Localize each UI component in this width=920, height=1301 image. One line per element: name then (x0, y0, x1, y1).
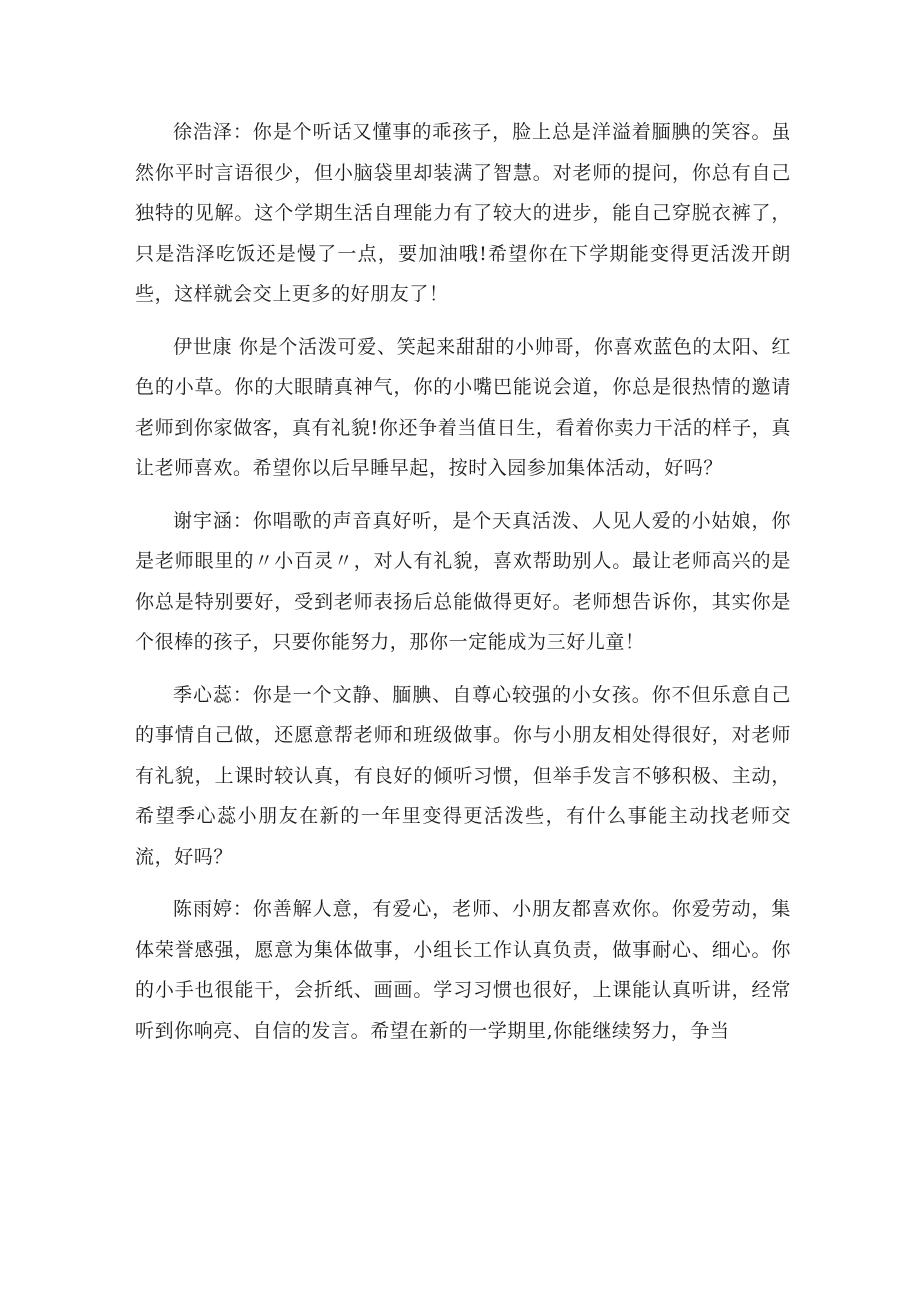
document-body (135, 112, 791, 1063)
comment-paragraph-xie-yuhan: 谢宇涵：你唱歌的声音真好听，是个天真活泼、人见人爱的小姑娘，你是老师眼里的〃小百灵〃，对人有礼貌，喜欢帮助别人。最让老师高兴的是你总是特别要好，受到老师表扬后总能做得更好。老师想告诉你，其实你是个很棒的孩子，只要你能努力，那你一定能成为三好儿童！ (135, 509, 791, 653)
comment-paragraph-xu-haoze: 徐浩泽：你是个听话又懂事的乖孩子，脸上总是洋溢着腼腆的笑容。虽然你平时言语很少，但小脑袋里却装满了智慧。对老师的提问，你总有自己独特的见解。这个学期生活自理能力有了较大的进步，能自己穿脱衣裤了，只是浩泽吃饭还是慢了一点，要加油哦!希望你在下学期能变得更活泼开朗些，这样就会交上更多的好朋友了！ (135, 121, 791, 305)
comment-paragraph-chen-yuting: 陈雨婷：你善解人意，有爱心，老师、小朋友都喜欢你。你爱劳动，集体荣誉感强，愿意为集体做事，小组长工作认真负责，做事耐心、细心。你的小手也很能干，会折纸、画画。学习习惯也很好，上课能认真听讲，经常听到你响亮、自信的发言。希望在新的一学期里,你能继续努力，争当 (135, 898, 791, 1042)
comment-paragraph-yi-shikang: 伊世康 你是个活泼可爱、笑起来甜甜的小帅哥，你喜欢蓝色的太阳、红色的小草。你的大眼睛真神气，你的小嘴巴能说会道，你总是很热情的邀请老师到你家做客，真有礼貌!你还争着当值日生，看着你卖力干活的样子，真让老师喜欢。希望你以后早睡早起，按时入园参加集体活动，好吗？ (135, 335, 791, 479)
comment-paragraph-ji-xinrui: 季心蕊：你是一个文静、腼腆、自尊心较强的小女孩。你不但乐意自己的事情自己做，还愿意帮老师和班级做事。你与小朋友相处得很好，对老师有礼貌，上课时较认真，有良好的倾听习惯，但举手发言不够积极、主动，希望季心蕊小朋友在新的一年里变得更活泼些，有什么事能主动找老师交流，好吗？ (135, 683, 791, 868)
